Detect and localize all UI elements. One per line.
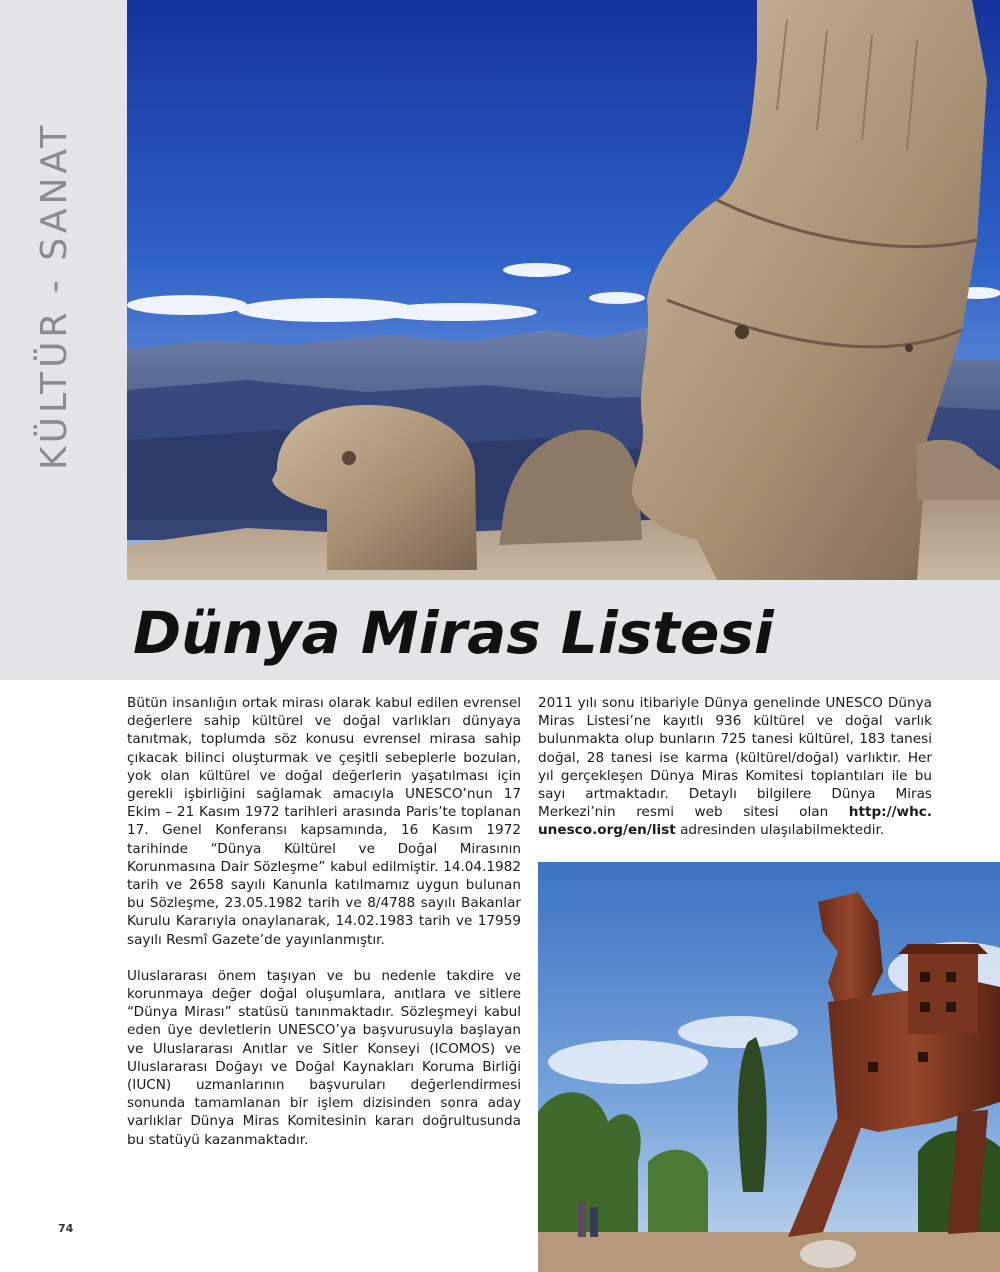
trojan-horse-photo (538, 862, 1000, 1272)
website-link[interactable]: http://whc. unesco.org/en/list (538, 804, 932, 839)
paragraph-text: 2011 yılı sonu itibariyle Dünya genelinde UNESCO Dünya Miras Listesi’ne kayıtlı 936 kültürel ve doğal varlık bulunmakta olup bunların 725 tanesi kültürel, 183 tanesi doğal, 28 tanesi ise karma (kültürel/doğal) varlıktır. Her yıl gerçekleşen Dünya Miras Komitesi toplantıları ile bu sayı artmaktadır. Detaylı bilgilere Dünya Miras Merkezi’nin resmi web sitesi olan (538, 695, 932, 821)
paragraph: Bütün insanlığın ortak mirası olarak kabul edilen evrensel değerlere sahip kültürel ve doğal varlıkları dünyaya tanıtmak, toplumda söz konusu evrensel mirasa sahip çıkacak bilinci oluşturmak ve çeşitli sebeplerle bozulan, yok olan kültürel ve doğal değerlerin yaşatılması için gerekli işbirliğini sağlamak amacıyla UNESCO’nun 17 Ekim – 21 Kasım 1972 tarihleri arasında Paris’te toplanan 17. Genel Konferansı kapsamında, 16 Kasım 1972 tarihinde “Dünya Kültürel ve Doğal Mirasının Korunmasına Dair Sözleşme” kabul edilmiştir. 14.04.1982 tarih ve 2658 sayılı Kanunla katılmamız uygun bulunan bu Sözleşme, 23.05.1982 tarih ve 8/4788 sayılı Bakanlar Kurulu Kararıyla onaylanarak, 14.02.1983 tarih ve 17959 sayılı Resmî Gazete’de yayınlanmıştır. (127, 695, 521, 948)
right-column (538, 694, 932, 858)
paragraph (538, 694, 932, 840)
left-column (127, 694, 521, 1167)
page-number: 74 (58, 1222, 74, 1235)
section-label: KÜLTÜR - SANAT (34, 121, 75, 470)
paragraph: Uluslararası önem taşıyan ve bu nedenle takdire ve korunmaya değer doğal oluşumlara, anıtlara ve sitlere “Dünya Mirası” statüsü tanınmaktadır. Sözleşmeyi kabul eden üye devletlerin UNESCO’ya başvurusuyla başlayan ve Uluslararası Anıtlar ve Sitler Konseyi (ICOMOS) ve Uluslararası Doğayı ve Doğal Kaynakları Koruma Birliği (IUCN) uzmanlarının başvuruları değerlendirmesi sonunda tamamlanan bir işlem dizisinden sonra aday varlıklar Dünya Miras Komitesinin kararı doğrultusunda bu statüyü kazanmaktadır. (127, 967, 521, 1148)
paragraph-text: adresinden ulaşılabilmektedir. (675, 822, 885, 839)
page-title: Dünya Miras Listesi (133, 599, 774, 667)
hero-photo (127, 0, 1000, 580)
